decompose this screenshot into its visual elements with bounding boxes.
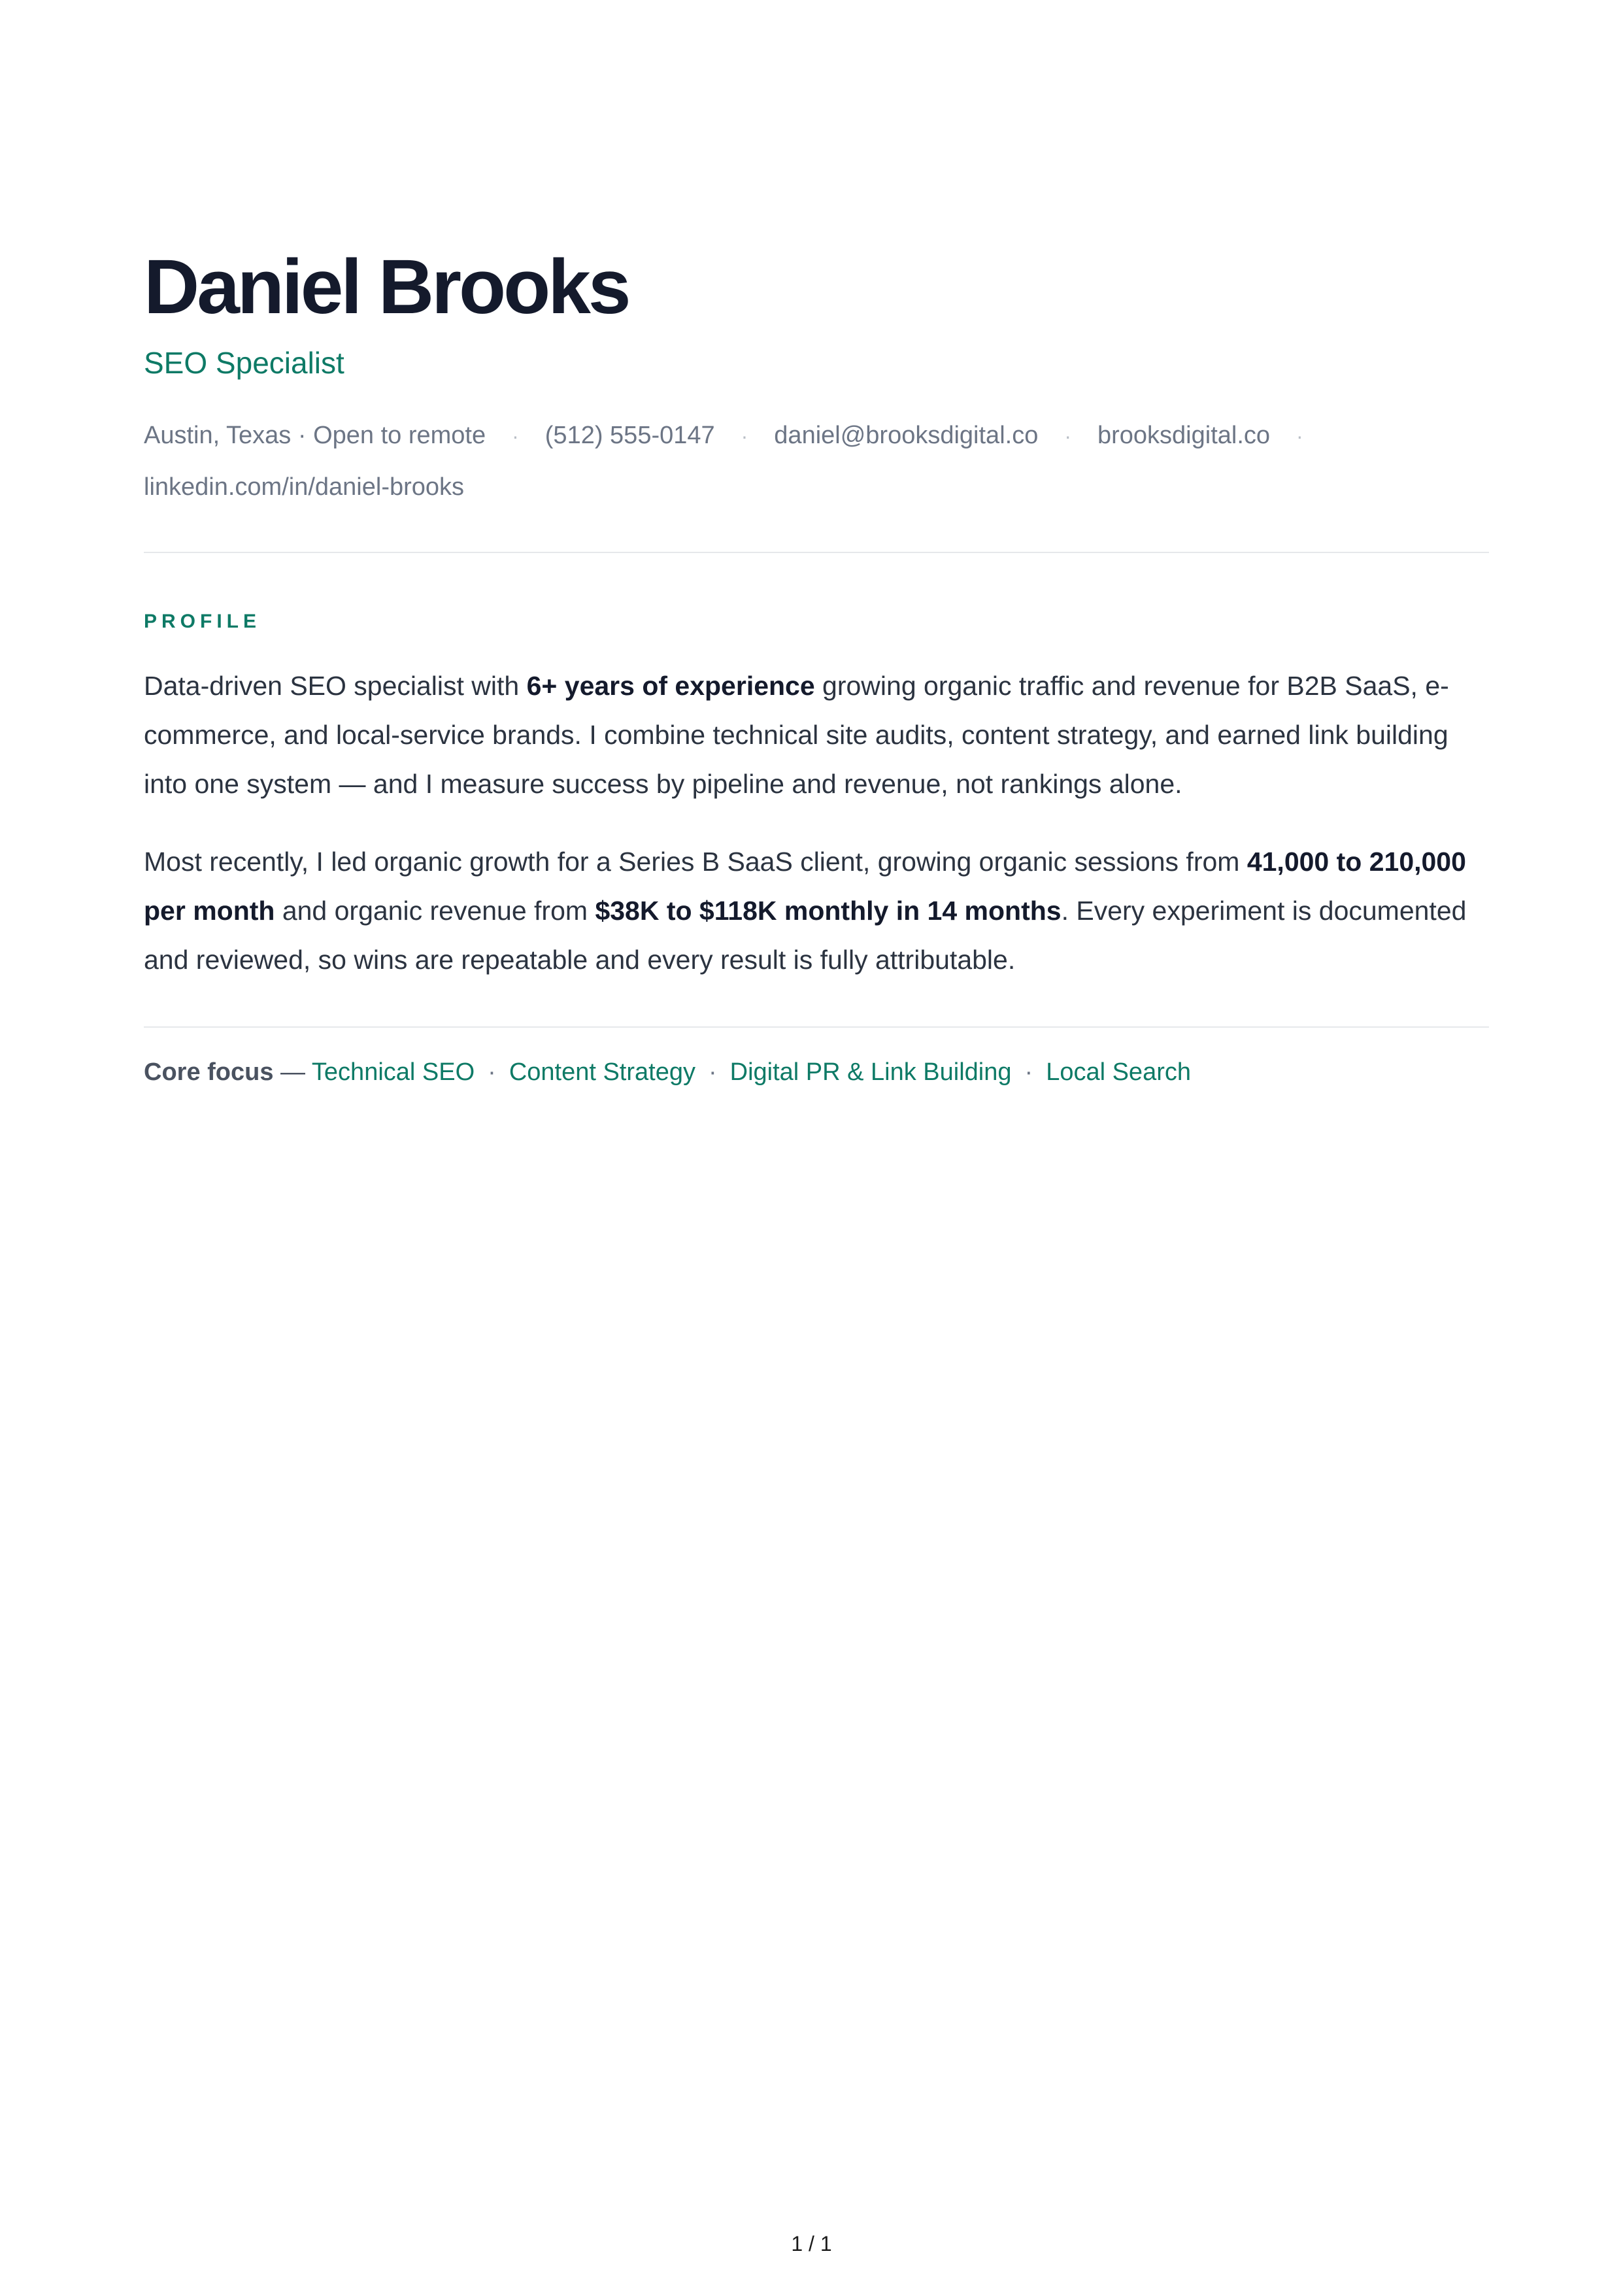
contact-line — [144, 410, 1489, 513]
profile-paragraph-1 — [144, 662, 1489, 809]
profile-paragraph-2 — [144, 837, 1489, 985]
section-heading-profile: PROFILE — [144, 610, 261, 632]
highlight-revenue: $38K to $118K monthly in 14 months — [595, 895, 1062, 926]
focus-item-technical-seo: Technical SEO — [311, 1058, 475, 1086]
resume-page — [144, 244, 1489, 1087]
highlight-sessions: 41,000 to 210,000 per month — [144, 846, 1466, 926]
focus-separator: · — [708, 1058, 717, 1086]
focus-item-digital-pr: Digital PR & Link Building — [729, 1058, 1012, 1086]
contact-separator: · — [741, 424, 748, 448]
core-focus-dash: — — [273, 1058, 312, 1086]
contact-separator: · — [512, 424, 519, 448]
text-run: and organic revenue from — [275, 895, 595, 926]
contact-separator: · — [1296, 424, 1303, 448]
contact-website[interactable]: brooksdigital.co — [1097, 421, 1271, 449]
contact-separator: · — [1064, 424, 1071, 448]
job-title: SEO Specialist — [144, 346, 344, 380]
contact-phone[interactable]: (512) 555-0147 — [544, 421, 715, 449]
focus-item-content-strategy: Content Strategy — [509, 1058, 695, 1086]
text-run: growing organic traffic and revenue for B2B SaaS, e-commerce, and local-service brands. I combine technical site audits, content strategy, and earned link building into one system — and I measure success by pipeline and revenue, not rankings alone. — [144, 670, 1449, 799]
focus-separator: · — [488, 1058, 496, 1086]
divider — [144, 1026, 1489, 1028]
candidate-name: Daniel Brooks — [144, 244, 629, 330]
core-focus-line — [144, 1058, 1489, 1088]
page-number: 1 / 1 — [791, 2232, 832, 2255]
contact-linkedin[interactable]: linkedin.com/in/daniel-brooks — [144, 473, 465, 501]
contact-email[interactable]: daniel@brooksdigital.co — [774, 421, 1039, 449]
highlight-experience: 6+ years of experience — [526, 670, 815, 701]
core-focus-label: Core focus — [144, 1058, 274, 1086]
text-run: Data-driven SEO specialist with — [144, 670, 527, 701]
text-run: . Every experiment is documented and reviewed, so wins are repeatable and every result is fully attributable. — [144, 895, 1467, 975]
focus-item-local-search: Local Search — [1046, 1058, 1191, 1086]
focus-separator: · — [1024, 1058, 1033, 1086]
contact-location: Austin, Texas · Open to remote — [144, 421, 486, 449]
text-run: Most recently, I led organic growth for a Series B SaaS client, growing organic sessions from — [144, 846, 1247, 877]
divider — [144, 552, 1489, 553]
